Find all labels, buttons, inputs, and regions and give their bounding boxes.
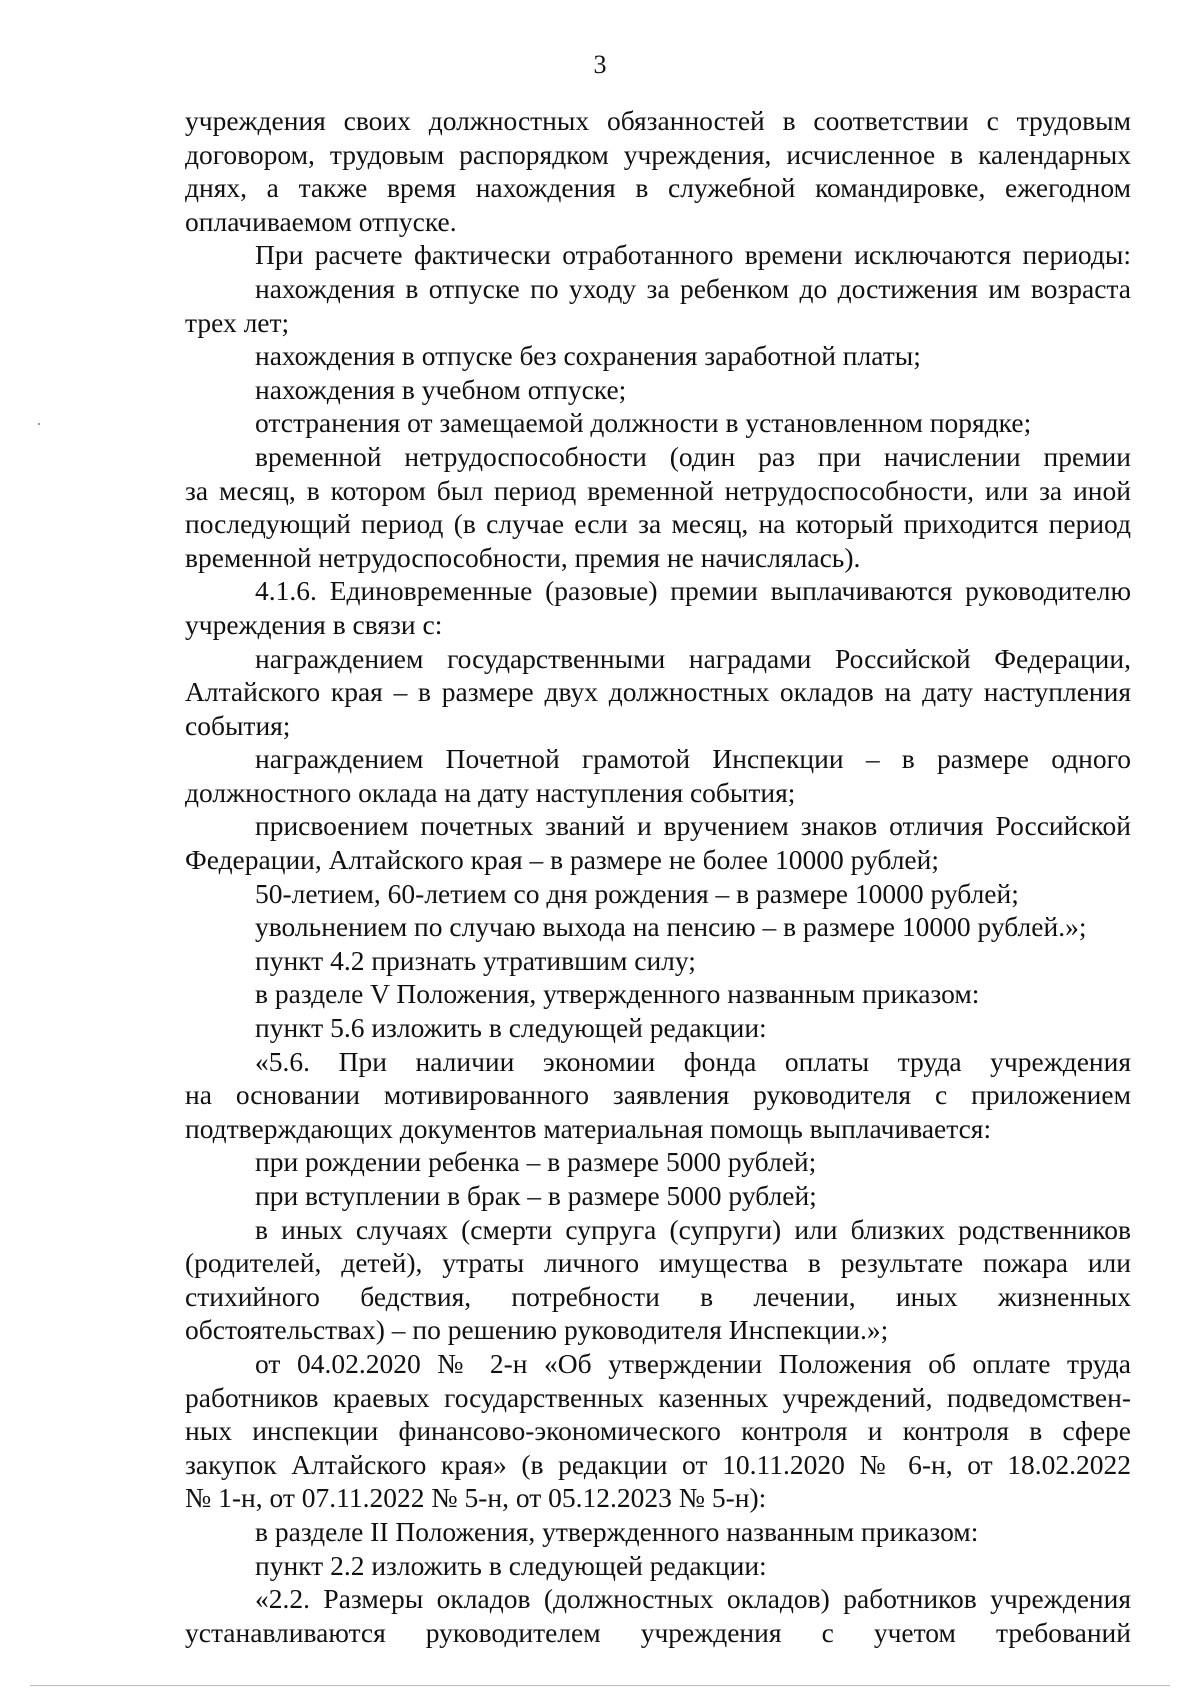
text-line: последующий период (в случае если за месяц, на который приходится период	[185, 508, 1131, 540]
text-line: обстоятельствах) – по решению руководителя Инспекции.»;	[185, 1314, 889, 1346]
text-line: пункт 5.6 изложить в следующей редакции:	[255, 1012, 767, 1044]
text-line: при вступлении в брак – в размере 5000 рублей;	[255, 1180, 817, 1211]
text-line: ных инспекции финансово-экономического контроля и контроля в сфере	[185, 1415, 1131, 1447]
text-line: временной нетрудоспособности (один раз при начислении премии	[255, 440, 1131, 472]
text-line: трех лет;	[185, 306, 290, 338]
text-line: учреждения в связи с:	[185, 608, 443, 640]
scan-speck	[38, 423, 40, 425]
text-line: в иных случаях (смерти супруга (супруги) или близких родственников	[255, 1213, 1131, 1245]
text-line: устанавливаются руководителем учреждения с учетом требований	[185, 1616, 1131, 1648]
text-line: подтверждающих документов материальная помощь выплачивается:	[185, 1112, 992, 1144]
text-line: «2.2. Размеры окладов (должностных окладов) работников учреждения	[255, 1583, 1131, 1615]
text-line: увольнением по случаю выхода на пенсию – в размере 10000 рублей.»;	[255, 911, 1087, 943]
text-line: (родителей, детей), утраты личного имущества в результате пожара или	[185, 1247, 1131, 1279]
text-line: пункт 2.2 изложить в следующей редакции:	[255, 1549, 767, 1581]
text-line: награждением государственными наградами Российской Федерации,	[255, 642, 1131, 674]
text-line: Федерации, Алтайского края – в размере не более 10000 рублей;	[185, 844, 939, 876]
text-line: должностного оклада на дату наступления события;	[185, 776, 796, 808]
text-line: временной нетрудоспособности, премия не начислялась).	[185, 541, 861, 573]
document-body	[185, 104, 1131, 1649]
text-line: события;	[185, 709, 291, 741]
text-line: нахождения в отпуске по уходу за ребенком до достижения им возраста	[255, 272, 1131, 304]
text-line: При расчете фактически отработанного времени исключаются периоды:	[255, 239, 1131, 271]
text-line: учреждения своих должностных обязанностей в соответствии с трудовым	[185, 105, 1131, 136]
text-line: нахождения в учебном отпуске;	[255, 373, 627, 405]
text-line: «5.6. При наличии экономии фонда оплаты труда учреждения	[255, 1045, 1131, 1077]
text-line: нахождения в отпуске без сохранения заработной платы;	[255, 340, 921, 372]
page-number: 3	[593, 50, 607, 79]
text-line: 50-летием, 60-летием со дня рождения – в размере 10000 рублей;	[255, 877, 1019, 909]
text-line: при рождении ребенка – в размере 5000 рублей;	[255, 1146, 817, 1178]
text-line: Алтайского края – в размере двух должностных окладов на дату наступления	[185, 676, 1131, 708]
text-line: работников краевых государственных казенных учреждений, подведомствен-	[185, 1381, 1131, 1413]
text-line: награждением Почетной грамотой Инспекции – в размере одного	[255, 743, 1131, 775]
text-line: оплачиваемом отпуске.	[185, 205, 457, 237]
text-line: закупок Алтайского края» (в редакции от 10.11.2020 № 6-н, от 18.02.2022	[185, 1448, 1131, 1480]
text-line: днях, а также время нахождения в служебной командировке, ежегодном	[185, 172, 1131, 204]
text-line: присвоением почетных званий и вручением знаков отличия Российской	[255, 810, 1131, 842]
text-line: в разделе II Положения, утвержденного названным приказом:	[255, 1515, 979, 1547]
text-line: пункт 4.2 признать утратившим силу;	[255, 944, 696, 976]
text-line: 4.1.6. Единовременные (разовые) премии выплачиваются руководителю	[255, 575, 1131, 607]
text-line: за месяц, в котором был период временной нетрудоспособности, или за иной	[185, 474, 1131, 506]
text-line: № 1-н, от 07.11.2022 № 5-н, от 05.12.2023 № 5-н):	[185, 1482, 767, 1514]
bottom-scan-rule	[30, 1685, 1170, 1686]
text-line: стихийного бедствия, потребности в лечении, иных жизненных	[185, 1280, 1131, 1312]
text-line: в разделе V Положения, утвержденного названным приказом:	[255, 978, 980, 1010]
text-line: на основании мотивированного заявления руководителя с приложением	[185, 1079, 1131, 1111]
text-line: договором, трудовым распорядком учреждения, исчисленное в календарных	[185, 138, 1131, 170]
text-line: отстранения от замещаемой должности в установленном порядке;	[255, 407, 1032, 439]
text-line: от 04.02.2020 № 2-н «Об утверждении Положения об оплате труда	[255, 1347, 1131, 1379]
